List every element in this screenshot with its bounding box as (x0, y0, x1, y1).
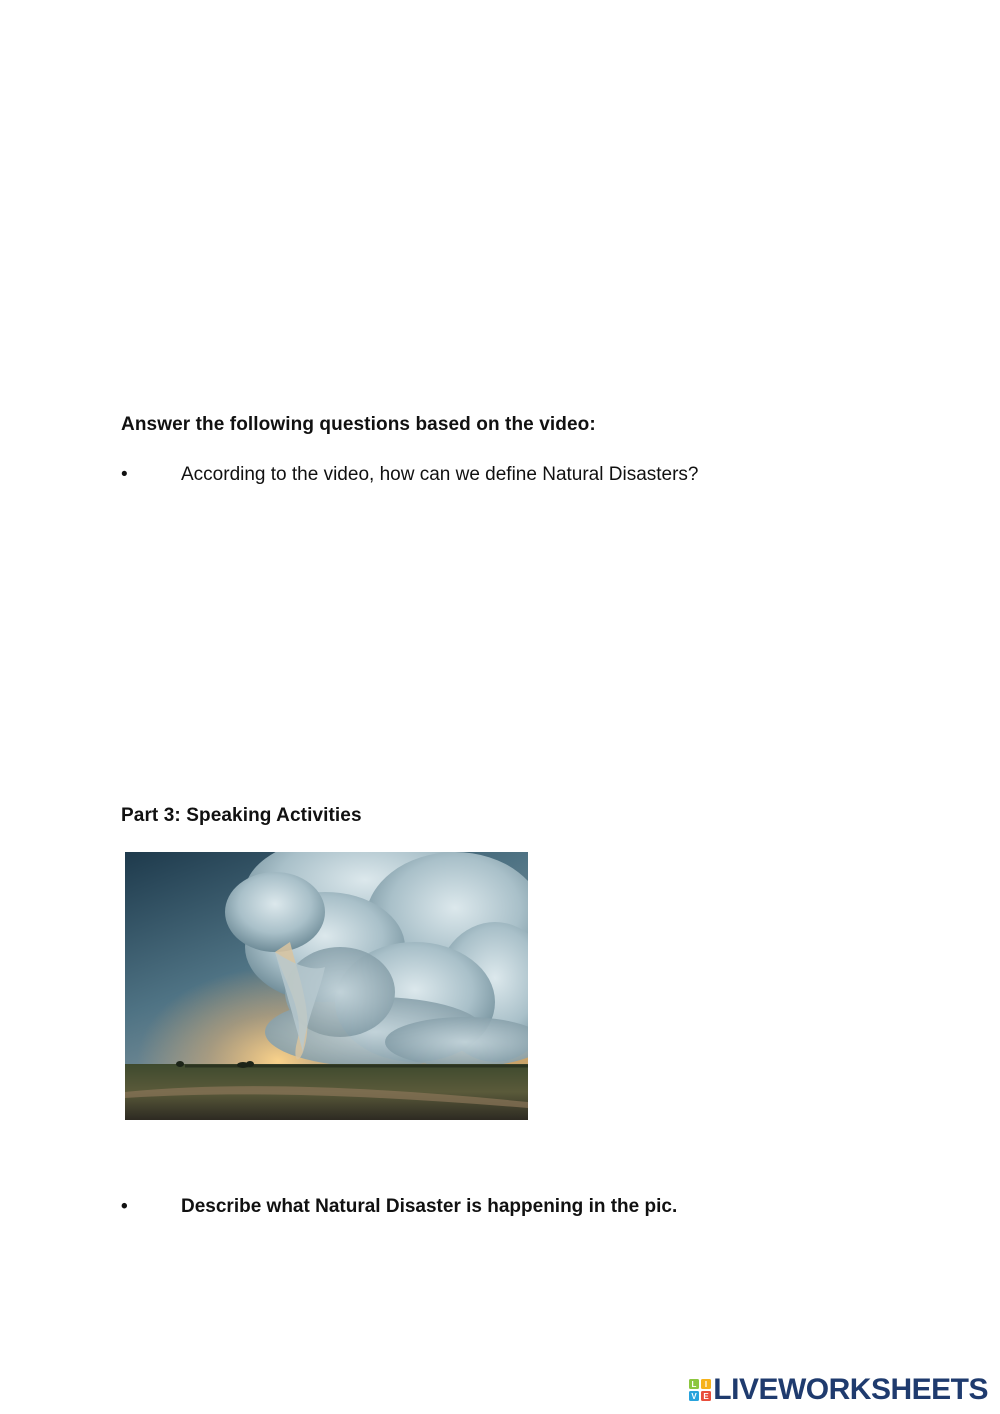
liveworksheets-brand[interactable] (689, 1374, 988, 1406)
speaking-prompt-text: Describe what Natural Disaster is happening in the pic. (181, 1196, 678, 1217)
speaking-section-heading: Part 3: Speaking Activities (121, 805, 362, 826)
bullet-marker: • (121, 1196, 128, 1217)
questions-heading: Answer the following questions based on the video: (121, 414, 596, 435)
bullet-marker: • (121, 464, 128, 485)
svg-text:L: L (691, 1380, 697, 1389)
brand-name: LIVEWORKSHEETS (713, 1373, 988, 1406)
question-text: According to the video, how can we define Natural Disasters? (181, 464, 699, 485)
svg-text:I: I (705, 1380, 708, 1389)
svg-text:V: V (691, 1392, 697, 1401)
svg-text:E: E (703, 1392, 709, 1401)
tornado-photo (125, 852, 528, 1120)
liveworksheets-logo-icon (689, 1379, 711, 1401)
